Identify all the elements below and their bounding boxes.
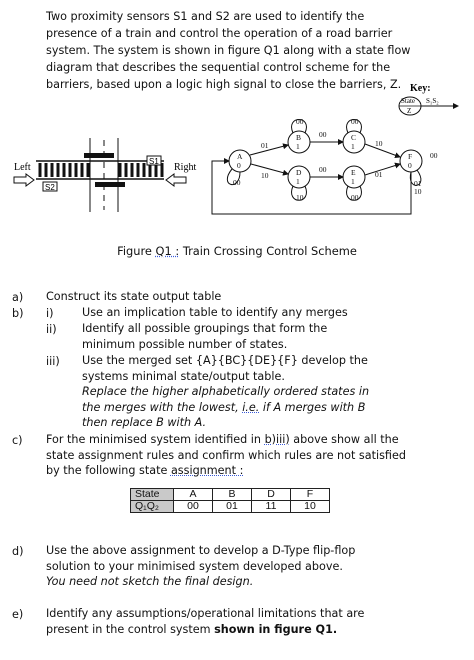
question-d-text: Use the above assignment to develop a D-Type flip-flop solution to your minimised system developed above. You need not sketch the final design.	[46, 544, 356, 588]
transition-label: 00	[233, 178, 241, 187]
question-b-i-text: Use an implication table to identify any merges	[82, 306, 348, 319]
question-d-label: d)	[12, 545, 24, 558]
question-e-label: e)	[12, 608, 24, 621]
figure-caption: Figure Q1 : Train Crossing Control Scheme	[117, 244, 357, 258]
svg-text:F: F	[408, 152, 413, 161]
svg-text:State: State	[401, 97, 415, 105]
table-row: State A B D F	[131, 489, 330, 501]
svg-text:0: 0	[408, 161, 412, 170]
transition-label: 00	[296, 117, 304, 126]
question-b-ii-num: ii)	[46, 323, 57, 336]
state-d	[296, 168, 302, 186]
svg-text:C: C	[351, 133, 357, 142]
transition-label: 00	[430, 151, 438, 160]
transition-label: 00	[319, 165, 327, 174]
sensor-s2	[43, 182, 57, 192]
figure-q1	[0, 0, 474, 240]
question-b-iii-num: iii)	[46, 355, 60, 368]
transition-label: 01	[414, 179, 422, 188]
transition-label: 01	[375, 170, 383, 179]
svg-text:E: E	[351, 168, 356, 177]
right-label: Right	[174, 162, 197, 173]
transition-label: 00	[351, 117, 359, 126]
transition-label: 00	[319, 130, 327, 139]
left-label: Left	[14, 162, 31, 173]
question-b-iii-text: Use the merged set {A}{BC}{DE}{F} develop the systems minimal state/output table. Replace the higher alphabetically ordered states in the merges with the lowest, i.e. if A merges with B then replace B with A.	[82, 354, 370, 429]
question-a-label: a)	[12, 291, 24, 304]
right-arrow-icon	[166, 174, 186, 186]
svg-text:1: 1	[351, 177, 355, 186]
transition-label: 00	[351, 193, 359, 202]
transition-label: 10	[261, 171, 269, 180]
question-b-label: b)	[12, 307, 24, 320]
table-row: Q₁Q₂ 00 01 11 10	[131, 501, 330, 513]
svg-text:B: B	[296, 133, 302, 142]
question-b-i-num: i)	[46, 307, 54, 320]
barrier-bottom	[95, 182, 125, 187]
left-arrow-icon	[14, 174, 34, 186]
intro-paragraph: Two proximity sensors S1 and S2 are used to identify the presence of a train and control the operation of a road barrier system. The system is shown in figure Q1 along with a state flow diagram that describes the sequential control scheme for the barriers, based upon a logic high signal to close the barriers, Z.	[46, 10, 411, 91]
state-e	[351, 168, 356, 186]
transition-label: 10	[414, 187, 422, 196]
svg-text:A: A	[237, 152, 243, 161]
svg-text:1: 1	[351, 142, 355, 151]
transition-label: 01	[261, 141, 269, 150]
state-b	[296, 133, 301, 151]
transition-label: 10	[296, 193, 304, 202]
svg-text:1: 1	[296, 142, 300, 151]
transition-label: 10	[375, 139, 383, 148]
diagram-key	[399, 83, 458, 115]
svg-text:Z: Z	[407, 107, 412, 115]
sensor-s1	[147, 156, 161, 166]
question-a-text: Construct its state output table	[46, 290, 222, 303]
road-crossing	[90, 138, 118, 212]
state-a	[237, 152, 243, 170]
barrier-top	[84, 153, 114, 158]
svg-text:D: D	[296, 168, 302, 177]
question-b-ii-text: Identify all possible groupings that form the minimum possible number of states.	[82, 322, 328, 351]
question-c-text: For the minimised system identified in b)iii) above show all the state assignment rules and confirm which rules are not satisfied by the following state assignment :	[46, 433, 406, 477]
state-flow-diagram	[212, 117, 438, 214]
state-c	[351, 133, 356, 151]
state-assignment-table	[130, 488, 330, 513]
svg-text:1: 1	[296, 177, 300, 186]
svg-text:Key:: Key:	[410, 83, 431, 94]
svg-text:S1: S1	[149, 157, 159, 166]
state-f	[408, 152, 412, 170]
question-c-label: c)	[12, 434, 23, 447]
svg-text:0: 0	[237, 161, 241, 170]
question-e-text: Identify any assumptions/operational limitations that are present in the control system shown in figure Q1.	[46, 607, 365, 636]
svg-text:S₁S₂: S₁S₂	[426, 97, 439, 105]
svg-text:S2: S2	[45, 183, 55, 192]
